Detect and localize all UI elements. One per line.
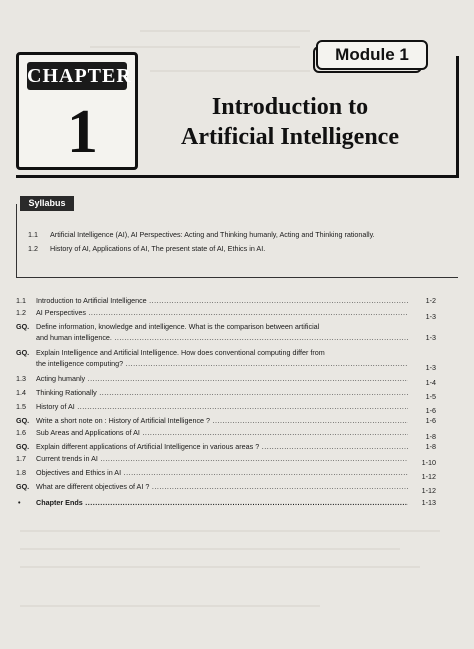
toc-entry-number: 1.3: [16, 374, 26, 383]
chapter-title-line2: Artificial Intelligence: [181, 124, 399, 150]
toc-entry-title: Current trends in AI .....: [36, 454, 408, 464]
toc-entry-number: 1.1: [16, 296, 26, 305]
toc-entry-title: the intelligence computing? .....: [36, 359, 408, 369]
toc-entry-title: Chapter Ends .....: [36, 498, 408, 508]
chapter-number: 1: [67, 98, 98, 166]
bleed-mark: [20, 566, 420, 568]
toc-entry-number: 1.2: [16, 308, 26, 317]
syllabus-item-text: Artificial Intelligence (AI), AI Perspectives: Acting and Thinking humanly, Acting and Thinking rationally.: [50, 230, 375, 239]
chapter-title-line1: Introduction to: [211, 94, 369, 120]
toc-entry-page: 1-6: [425, 406, 436, 415]
toc-entry-title: Objectives and Ethics in AI .....: [36, 468, 408, 478]
syllabus-item-number: 1.1: [28, 230, 38, 239]
syllabus-item: [28, 244, 448, 254]
toc-entry-number: GQ.: [16, 416, 30, 425]
chapter-header: [0, 0, 474, 190]
toc-entry-page: 1-3: [425, 363, 436, 372]
toc-entry-page: 1-3: [425, 312, 436, 321]
toc-entry-title: What are different objectives of AI ? .....: [36, 482, 408, 492]
chapter-title: [170, 92, 410, 152]
toc-entry-number: GQ.: [16, 482, 30, 491]
syllabus-section: [16, 196, 458, 278]
toc-entry-number: GQ.: [16, 442, 30, 451]
toc-entry-page: 1-8: [425, 432, 436, 441]
toc-entry-page: 1-3: [425, 333, 436, 342]
toc-entry-number: 1.5: [16, 402, 26, 411]
toc-entry-title: Introduction to Artificial Intelligence .....: [36, 296, 408, 306]
toc-entry-number: GQ.: [16, 322, 30, 331]
toc-entry-number: 1.6: [16, 428, 26, 437]
toc-entry-title: AI Perspectives .....: [36, 308, 408, 318]
bleed-mark: [20, 548, 400, 550]
toc-entry-page: 1-12: [421, 472, 436, 481]
syllabus-item: [28, 230, 448, 240]
toc-entry-title: Sub Areas and Applications of AI .....: [36, 428, 408, 438]
toc-entry-title: and human intelligence. .....: [36, 333, 408, 343]
toc-entry-page: 1-13: [421, 498, 436, 507]
toc-entry-page: 1-4: [425, 378, 436, 387]
header-rule: [456, 56, 459, 178]
toc-entry-title: Explain different applications of Artificial Intelligence in various areas ? .....: [36, 442, 408, 452]
toc-entry-number: 1.8: [16, 468, 26, 477]
syllabus-item-number: 1.2: [28, 244, 38, 253]
toc-entry-page: 1-8: [425, 442, 436, 451]
toc-entry-title: History of AI .....: [36, 402, 408, 412]
chapter-box: [16, 52, 138, 170]
syllabus-item-text: History of AI, Applications of AI, The present state of AI, Ethics in AI.: [50, 244, 266, 253]
syllabus-box: [16, 204, 458, 278]
bleed-mark: [20, 530, 440, 532]
toc-entry-title: Write a short note on : History of Artificial Intelligence ? .....: [36, 416, 408, 426]
syllabus-tag: Syllabus: [20, 196, 74, 211]
bleed-mark: [20, 605, 320, 607]
header-rule: [138, 175, 458, 178]
toc-entry-number: 1.7: [16, 454, 26, 463]
toc-entry-page: 1-6: [425, 416, 436, 425]
module-badge: Module 1: [316, 40, 428, 70]
header-rule: [16, 175, 138, 178]
chapter-label: CHAPTER: [27, 62, 127, 90]
toc-entry-number: GQ.: [16, 348, 30, 357]
toc-entry-number: 1.4: [16, 388, 26, 397]
toc-entry-page: 1-10: [421, 458, 436, 467]
toc-entry-page: 1-12: [421, 486, 436, 495]
toc-entry-title: Define information, knowledge and intelligence. What is the comparison between artificial: [36, 322, 320, 331]
toc-entry-title: Acting humanly .....: [36, 374, 408, 384]
bullet-icon: •: [18, 498, 21, 507]
toc-entry-title: Thinking Rationally .....: [36, 388, 408, 398]
toc-entry-page: 1-2: [425, 296, 436, 305]
toc-entry-page: 1-5: [425, 392, 436, 401]
toc-entry-title: Explain Intelligence and Artificial Intelligence. How does conventional computing differ from: [36, 348, 325, 357]
